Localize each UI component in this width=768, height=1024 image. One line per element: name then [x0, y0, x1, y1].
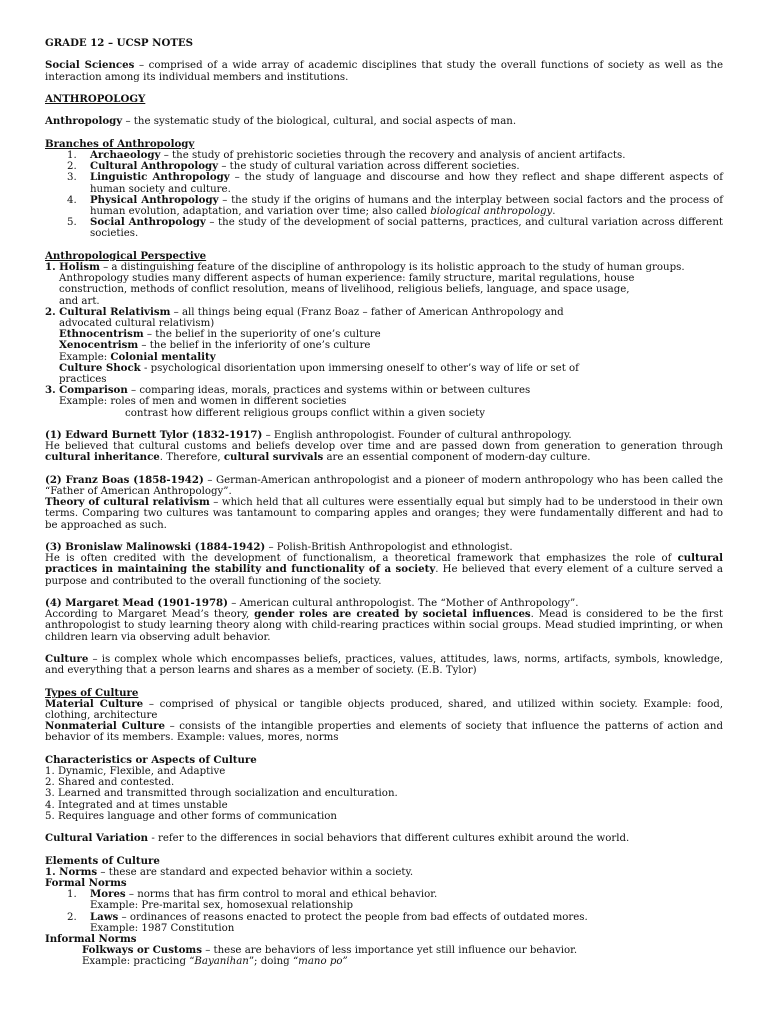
branches-list [45, 150, 723, 240]
culture-shock-item: Culture Shock - psychological disorientation upon immersing oneself to other’s way of life or set of [59, 361, 579, 374]
culture-definition: Culture – is complex whole which encompasses beliefs, practices, values, attitudes, laws, norms, artifacts, symbols, knowledge, and everything that a person learns and shares as a member of society. (E.B. Tylor) [45, 653, 723, 677]
term: Social Sciences [45, 59, 135, 72]
relativism-line: advocated cultural relativism) [59, 318, 215, 329]
definition: – the systematic study of the biological, cultural, and social aspects of man. [122, 116, 517, 128]
culture-shock-line: practices [59, 374, 107, 386]
mead-body: According to Margaret Mead’s theory, gender roles are created by societal influences. Mead is considered to be the first anthropologist to study learning theory along with child-rearing practices within social groups. Mead studied imprinting, or when children learn via observing adult behavior. [45, 608, 723, 643]
list-item: Example: Pre-marital sex, homosexual relationship [90, 900, 354, 912]
mead-heading: (4) Margaret Mead (1901-1978) – American cultural anthropologist. The “Mother of Anthropology”. [45, 597, 579, 610]
definition: – comprised of a wide array of academic disciplines that study the overall functions of society as well as the interaction among its individual members and institutions. [45, 60, 723, 83]
list-item: 5. Social Anthropology – the study of the development of social patterns, practices, and cultural variation across different societies. [67, 216, 723, 240]
list-item: 2. Shared and contested. [45, 777, 175, 789]
list-item: 5. Requires language and other forms of communication [45, 810, 337, 822]
list-item: 2. Cultural Anthropology – the study of cultural variation across different societies. [67, 160, 520, 173]
holism-line: and art. [59, 295, 100, 307]
list-item: 3. Learned and transmitted through socialization and enculturation. [45, 788, 398, 800]
tylor-heading: (1) Edward Burnett Tylor (1832-1917) – English anthropologist. Founder of cultural anthropology. [45, 429, 572, 442]
list-item: 1. Mores – norms that has firm control to moral and ethical behavior. [67, 888, 438, 901]
comparison-example: Example: roles of men and women in different societies [59, 396, 347, 408]
list-item: 2. Laws – ordinances of reasons enacted to protect the people from bad effects of outdated mores. [67, 910, 588, 923]
formal-norms-heading: Formal Norms [45, 877, 127, 890]
term: Anthropology [45, 115, 123, 128]
list-item: 3. Linguistic Anthropology – the study of language and discourse and how they reflect and shape different aspects of human society and culture. [67, 171, 723, 195]
boas-heading: (2) Franz Boas (1858-1942) – German-American anthropologist and a pioneer of modern anthropology who has been called the “Father of American Anthropology”. [45, 473, 723, 498]
list-item: 4. Integrated and at times unstable [45, 799, 228, 811]
holism-line: construction, methods of conflict resolution, means of livelihood, religious beliefs, language, and space usage, [59, 284, 630, 296]
ethnocentrism-item: Ethnocentrism – the belief in the superiority of one’s culture [59, 328, 381, 341]
holism-line: Anthropology studies many different aspects of human experience: family structure, marital regulations, house [59, 273, 635, 285]
boas-theory: Theory of cultural relativism – which held that all cultures were essentially equal but simply had to be understood in their own terms. Comparing two cultures was tantamount to comparing apples and oranges; they were fundamentally different and had to be approached as such. [45, 496, 723, 531]
relativism-item: 2. Cultural Relativism – all things being equal (Franz Boaz – father of American Anthropology and [45, 305, 564, 318]
tylor-body: He believed that cultural customs and beliefs develop over time and are passed down from generation to generation through cultural inheritance. Therefore, cultural survivals are an essential component of modern-day culture. [45, 441, 723, 464]
example-line: Example: Colonial mentality [59, 350, 216, 363]
list-item: 1. Archaeology – the study of prehistoric societies through the recovery and analysis of ancient artifacts. [67, 148, 626, 161]
nonmaterial-culture: Nonmaterial Culture – consists of the intangible properties and elements of society that influence the patterns of action and behavior of its members. Example: values, mores, norms [45, 720, 723, 744]
list-item: 1. Dynamic, Flexible, and Adaptive [45, 766, 226, 778]
formal-norms-list [45, 889, 723, 934]
types-heading: Types of Culture [45, 686, 139, 699]
cultural-variation: Cultural Variation - refer to the differences in social behaviors that different cultures exhibit around the world. [45, 832, 630, 845]
xenocentrism-item: Xenocentrism – the belief in the inferiority of one’s culture [59, 339, 371, 352]
list-item: Example: 1987 Constitution [90, 922, 235, 934]
holism-item: 1. Holism – a distinguishing feature of the discipline of anthropology is its holistic approach to the study of human groups. [45, 260, 685, 273]
notes-page [45, 38, 723, 968]
anthropology-heading: ANTHROPOLOGY [45, 92, 146, 105]
branches-heading: Branches of Anthropology [45, 137, 195, 150]
folkways-item: Folkways or Customs – these are behaviors of less importance yet still influence our behavior. [82, 944, 578, 957]
page-title: GRADE 12 – UCSP NOTES [45, 37, 194, 49]
anthropology-definition [45, 116, 723, 127]
comparison-item: 3. Comparison – comparing ideas, morals, practices and systems within or between cultures [45, 384, 531, 397]
elements-heading: Elements of Culture [45, 854, 160, 867]
malinowski-body: He is often credited with the development of functionalism, a theoretical framework that emphasizes the role of cultural practices in maintaining the stability and functionality of a society. He believed that every element of a culture served a purpose and contributed to the overall functioning of the society. [45, 552, 723, 587]
material-culture: Material Culture – comprised of physical or tangible objects produced, shared, and utilized within society. Example: food, clothing, architecture [45, 697, 724, 722]
comparison-example: contrast how different religious groups conflict within a given society [125, 407, 485, 419]
malinowski-heading: (3) Bronislaw Malinowski (1884-1942) – Polish-British Anthropologist and ethnologist. [45, 541, 513, 554]
social-sciences-definition [45, 60, 723, 82]
list-item: 4. Physical Anthropology – the study if the origins of humans and the interplay between social factors and the process of human evolution, adaptation, and variation over time; also called biological anthropology. [67, 193, 723, 217]
informal-norms-heading: Informal Norms [45, 933, 137, 946]
folkways-example: Example: practicing “Bayanihan”; doing “mano po” [82, 956, 348, 968]
norms-item: 1. Norms – these are standard and expected behavior within a society. [45, 865, 414, 878]
perspective-heading: Anthropological Perspective [45, 249, 207, 262]
characteristics-heading: Characteristics or Aspects of Culture [45, 753, 257, 766]
